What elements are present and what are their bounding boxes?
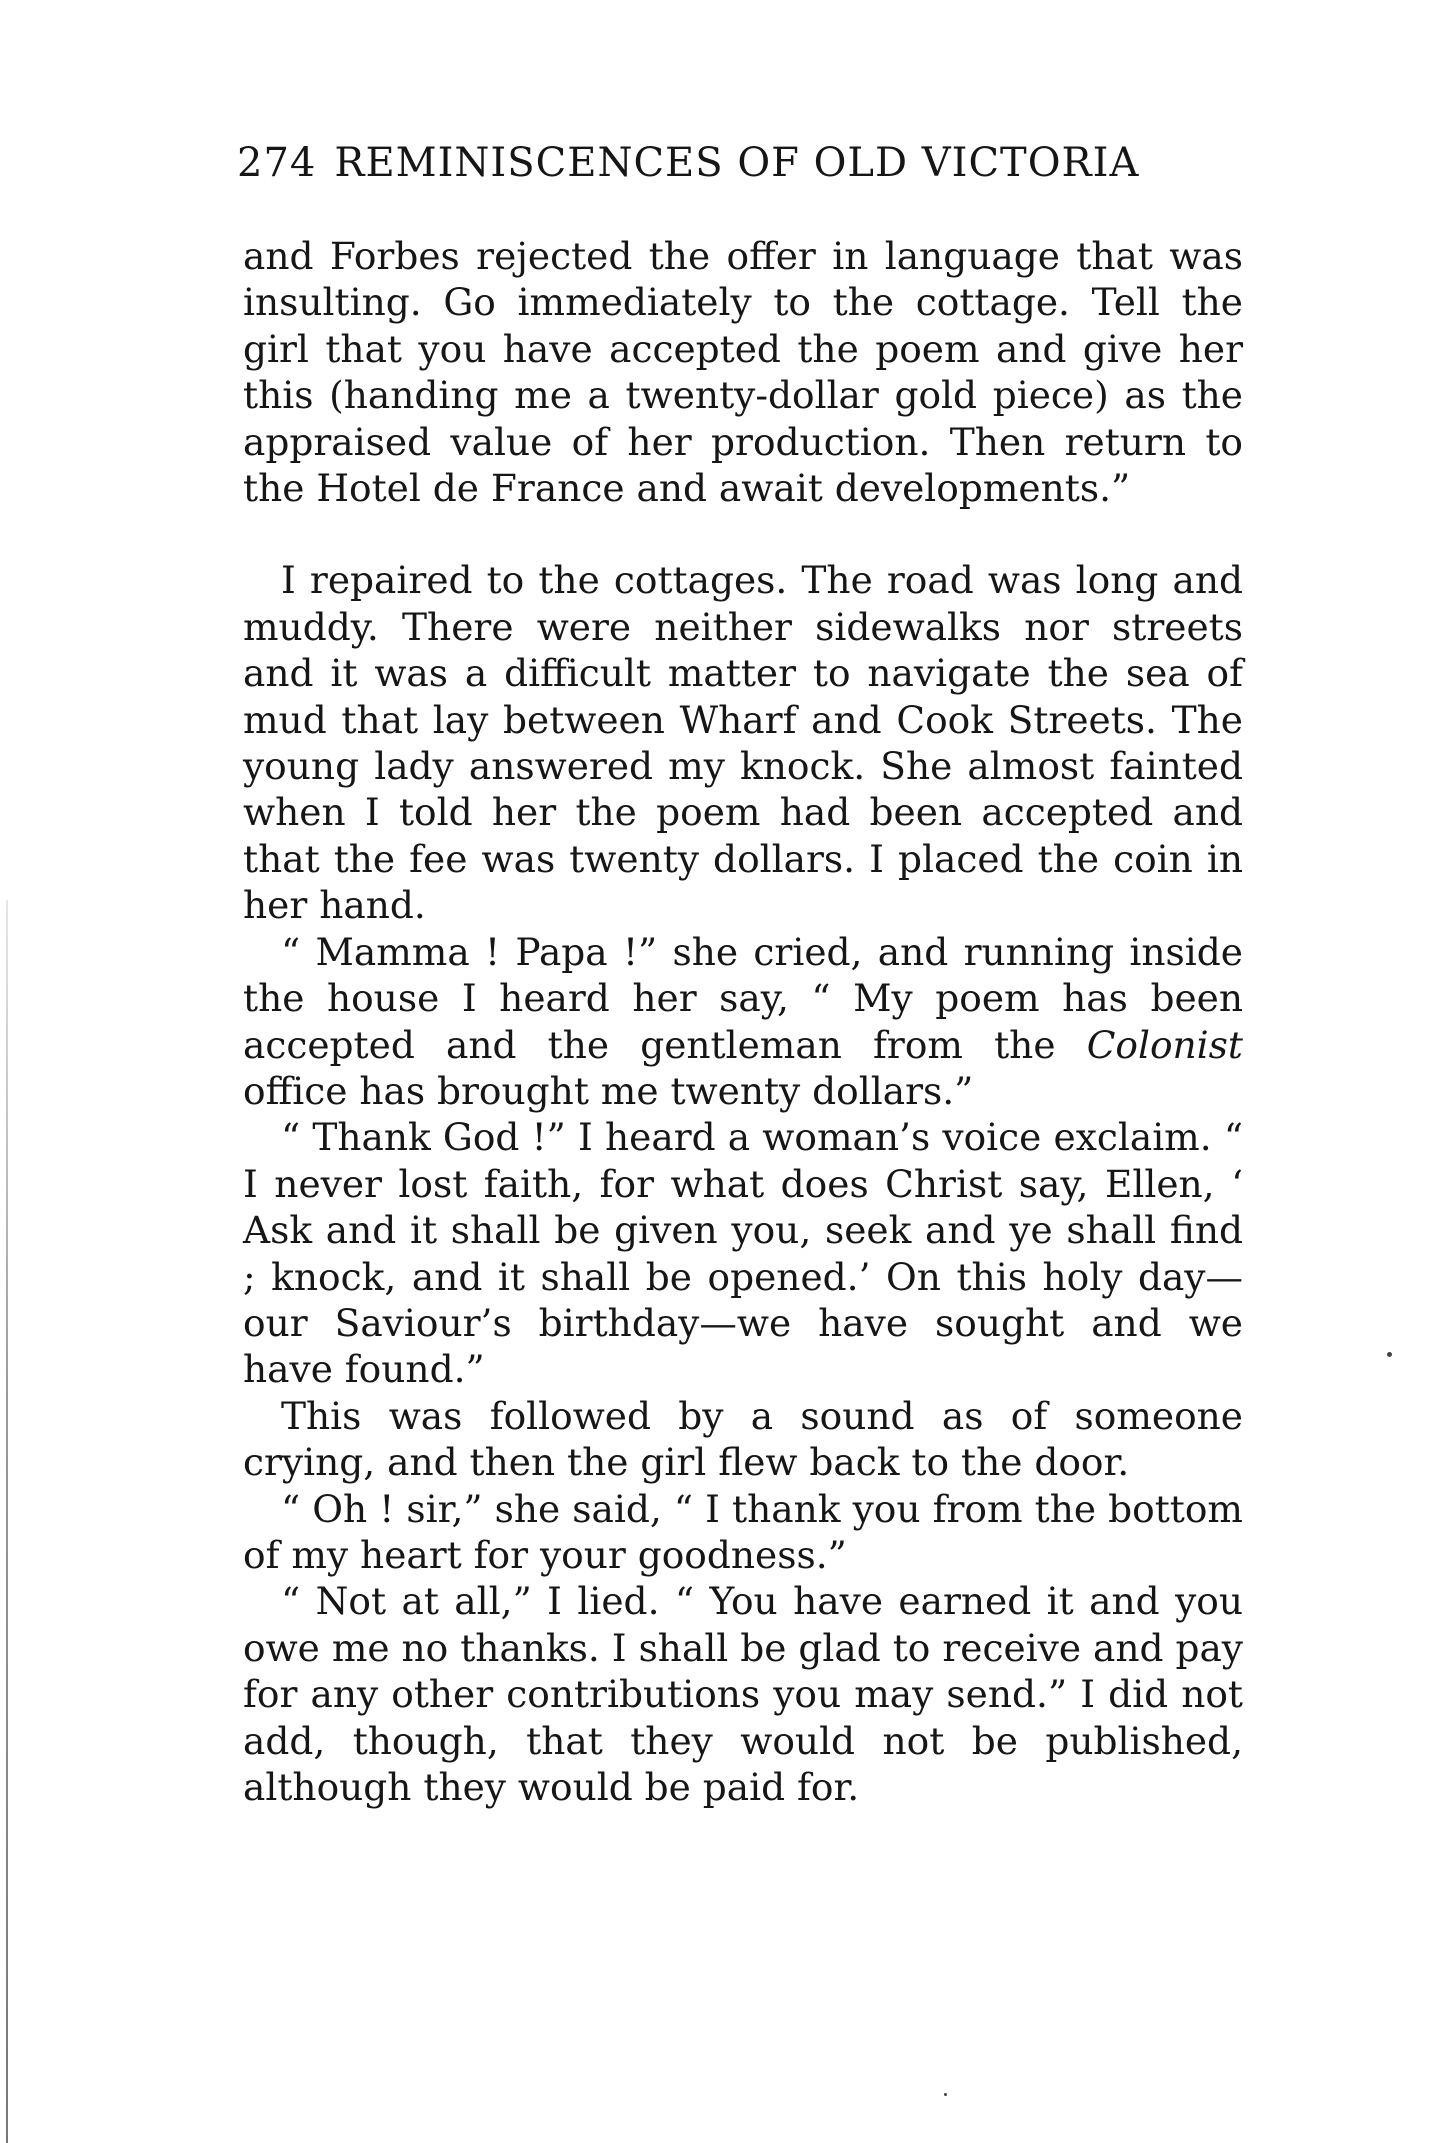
page-binding-edge bbox=[6, 900, 8, 2143]
paragraph-continuation: and Forbes rejected the offer in language that was insulting. Go immediately to the cottage. Tell the girl that you have accepted the poem and give her this (handing me a twenty-dollar gold piece) as the appraised value of her production. Then return to the Hotel de France and await developments.” bbox=[243, 234, 1243, 511]
page-number: 274 bbox=[237, 140, 317, 186]
paragraph-crying: This was followed by a sound as of someone crying, and then the girl flew back to the door. bbox=[243, 1393, 1243, 1485]
paragraph-oh-sir: “ Oh ! sir,” she said, “ I thank you from the bottom of my heart for your goodness.” bbox=[243, 1486, 1243, 1577]
newspaper-name-italic: Colonist bbox=[1086, 1022, 1243, 1067]
body-text bbox=[243, 233, 1243, 1810]
paragraph-thank-god: “ Thank God !” I heard a woman’s voice exclaim. “ I never lost faith, for what does Christ say, Ellen, ‘ Ask and it shall be given you, seek and ye shall find ; knock, and it shall be opened.’ On this holy day—our Saviour’s birthday—we have sought and we have found.” bbox=[243, 1115, 1243, 1392]
running-header bbox=[237, 140, 1237, 186]
paragraph-not-at-all: “ Not at all,” I lied. “ You have earned it and you owe me no thanks. I shall be glad to receive and pay for any other contributions you may send.” I did not add, though, that they would not be published, although they would be paid for. bbox=[243, 1579, 1243, 1809]
paragraph-cottage-visit: I repaired to the cottages. The road was long and muddy. There were neither sidewalks nor streets and it was a difficult matter to navigate the sea of mud that lay between Wharf and Cook Streets. The young lady answered my knock. She almost fainted when I told her the poem had been accepted and that the fee was twenty dollars. I placed the coin in her hand. bbox=[243, 558, 1243, 928]
paragraph-text: “ Mamma ! Papa !” she cried, and running inside the house I heard her say, “ My poem has been accepted and the gentleman from the bbox=[243, 929, 1243, 1067]
ink-speck bbox=[944, 2093, 947, 2096]
ink-speck bbox=[1387, 1352, 1392, 1357]
paragraph-text: office has brought me twenty dollars.” bbox=[243, 1068, 974, 1113]
running-title: REMINISCENCES OF OLD VICTORIA bbox=[334, 140, 1140, 186]
paragraph-mamma-papa bbox=[243, 929, 1243, 1115]
